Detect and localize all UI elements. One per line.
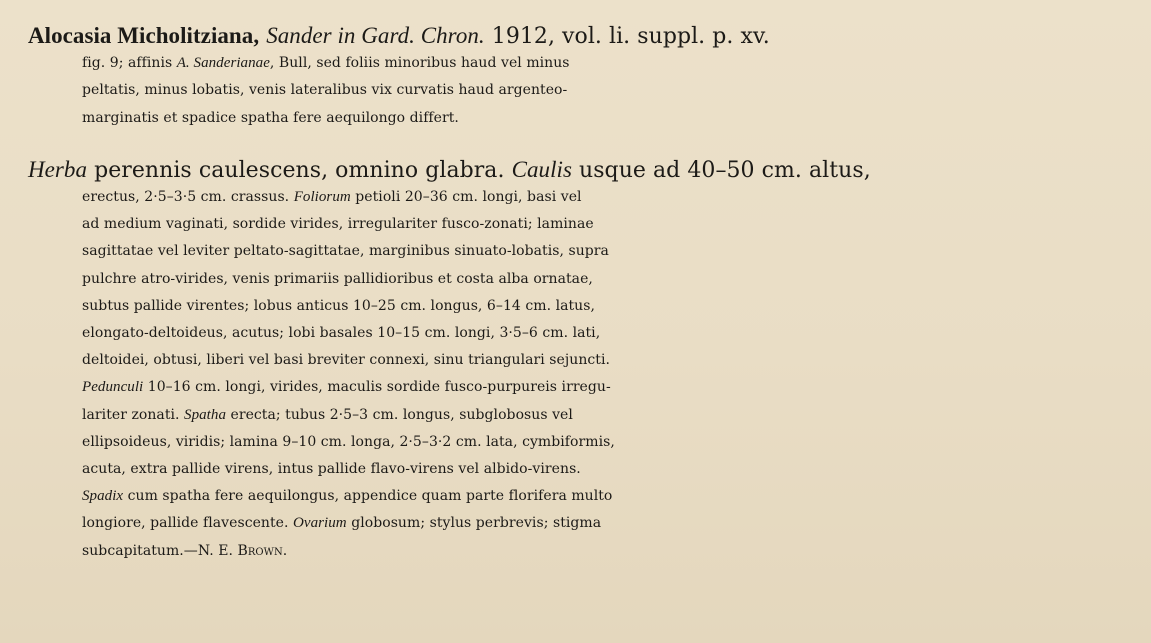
text-run: acuta, extra pallide virens, intus pallide flavo-virens vel albido-virens. <box>82 461 581 478</box>
italic-term: Spadix <box>82 488 124 505</box>
description-line <box>28 320 1118 347</box>
diagnosis-line <box>28 105 1118 132</box>
diagnosis-line <box>28 77 1118 104</box>
text-run: erectus, 2·5–3·5 cm. crassus. <box>82 189 294 206</box>
description-line <box>28 211 1118 238</box>
description-line <box>28 402 1118 429</box>
diagnosis-paragraph <box>28 50 1118 132</box>
text-run: peltatis, minus lobatis, venis lateralibus vix curvatis haud argenteo- <box>82 82 568 99</box>
text-run: deltoidei, obtusi, liberi vel basi breviter connexi, sinu triangulari sejuncti. <box>82 352 610 369</box>
description-line <box>28 374 1118 401</box>
italic-term: Ovarium <box>293 515 347 532</box>
text-run: longiore, pallide flavescente. <box>82 515 293 532</box>
species-authority: Sander in Gard. Chron. <box>266 23 485 48</box>
description-line <box>28 238 1118 265</box>
text-run: sagittatae vel leviter peltato-sagittatae, marginibus sinuato-lobatis, supra <box>82 243 609 260</box>
italic-term: A. Sanderianae <box>176 55 270 72</box>
description-line <box>28 266 1118 293</box>
diagnosis-line <box>28 50 1118 77</box>
text-run: ellipsoideus, viridis; lamina 9–10 cm. longa, 2·5–3·2 cm. lata, cymbiformis, <box>82 433 615 450</box>
description-line <box>28 184 1118 211</box>
text-run: ad medium vaginati, sordide virides, irregulariter fusco-zonati; laminae <box>82 216 594 233</box>
text-run: usque ad 40–50 cm. altus, <box>571 157 871 183</box>
text-run: cum spatha fere aequilongus, appendice quam parte florifera multo <box>123 488 613 505</box>
text-run: pulchre atro-virides, venis primariis pallidioribus et costa alba ornatae, <box>82 270 593 287</box>
text-run: perennis caulescens, omnino glabra. <box>87 157 512 183</box>
text-run: marginatis et spadice spatha fere aequilongo differt. <box>82 109 459 126</box>
entry-title-line <box>28 22 1118 50</box>
text-run: globosum; stylus perbrevis; stigma <box>346 515 602 532</box>
description-paragraph <box>28 156 1118 565</box>
italic-term: Foliorum <box>293 189 351 206</box>
text-run: petioli 20–36 cm. longi, basi vel <box>350 189 582 206</box>
species-citation: 1912, vol. li. suppl. p. xv. <box>484 24 770 49</box>
description-line <box>28 429 1118 456</box>
species-entry <box>28 22 1118 565</box>
description-line <box>28 510 1118 537</box>
text-run: lariter zonati. <box>82 406 185 423</box>
text-run: elongato-deltoideus, acutus; lobi basales 10–15 cm. longi, 3·5–6 cm. lati, <box>82 325 601 342</box>
text-run: erecta; tubus 2·5–3 cm. longus, subglobosus vel <box>226 406 573 423</box>
description-line <box>28 483 1118 510</box>
italic-term: Pedunculi <box>82 379 144 396</box>
description-line <box>28 156 1118 184</box>
description-line <box>28 347 1118 374</box>
description-line <box>28 293 1118 320</box>
text-run: , Bull, sed foliis minoribus haud vel minus <box>269 55 570 72</box>
author-name: Brown. <box>237 542 288 559</box>
description-line <box>28 456 1118 483</box>
text-run: subtus pallide virentes; lobus anticus 10–25 cm. longus, 6–14 cm. latus, <box>82 297 595 314</box>
text-run: 10–16 cm. longi, virides, maculis sordide fusco-purpureis irregu- <box>143 379 611 396</box>
species-name: Alocasia Micholitziana, <box>28 23 260 48</box>
italic-term: Caulis <box>511 156 572 182</box>
italic-term: Herba <box>28 156 88 182</box>
text-run: fig. 9; affinis <box>82 55 177 72</box>
description-line <box>28 538 1118 565</box>
text-run: subcapitatum.—N. E. <box>82 542 238 559</box>
italic-term: Spatha <box>184 406 226 423</box>
paragraph-gap <box>28 132 1118 156</box>
